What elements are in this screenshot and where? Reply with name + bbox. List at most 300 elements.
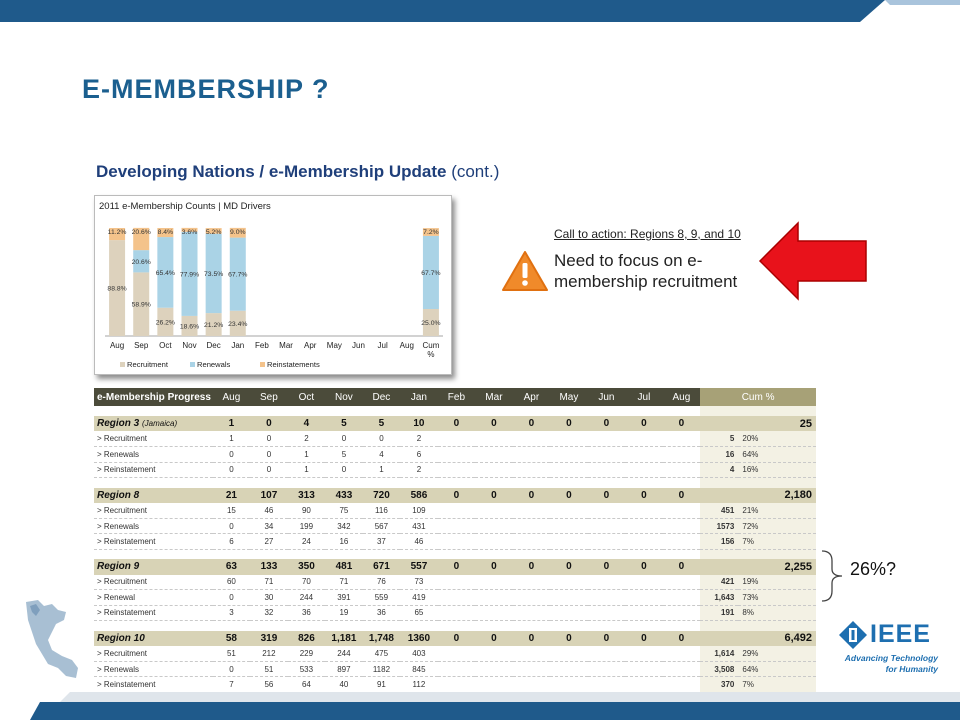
month-value <box>625 605 663 620</box>
legend-label: Recruitment <box>127 360 168 369</box>
data-label: 9.0% <box>230 228 246 236</box>
month-value <box>513 462 551 477</box>
row-label: > Reinstatement <box>94 534 213 549</box>
month-value <box>625 518 663 533</box>
x-tick-label: Cum <box>422 341 440 350</box>
month-value: 37 <box>363 534 401 549</box>
spacer-cell <box>663 478 701 488</box>
month-value: 403 <box>400 646 438 661</box>
x-tick-label: Feb <box>255 341 269 350</box>
spacer-cell <box>213 478 251 488</box>
row-cum-value: 191 <box>700 605 738 620</box>
table-row <box>94 646 816 661</box>
month-value: 0 <box>250 447 288 462</box>
month-header: Aug <box>663 388 701 406</box>
month-value <box>550 661 588 676</box>
row-label: > Recruitment <box>94 503 213 518</box>
month-value <box>475 590 513 605</box>
month-value: 0 <box>325 462 363 477</box>
spacer-cell <box>588 621 626 631</box>
row-cum-value: 1,643 <box>700 590 738 605</box>
month-value: 2 <box>400 462 438 477</box>
content-heading-text: Developing Nations / e-Membership Update <box>96 162 447 181</box>
month-value: 2 <box>288 431 326 446</box>
x-tick-label: Oct <box>159 341 172 350</box>
spacer-cell <box>475 406 513 416</box>
spacer-cell <box>325 549 363 559</box>
month-header: Jul <box>625 388 663 406</box>
month-value <box>550 605 588 620</box>
spacer-cell <box>738 621 816 631</box>
month-value: 0 <box>250 462 288 477</box>
x-tick-label: Jan <box>231 341 245 350</box>
row-cum-pct: 16% <box>738 462 816 477</box>
month-header: Oct <box>288 388 326 406</box>
x-tick-label: Nov <box>182 341 197 350</box>
month-value: 1182 <box>363 661 401 676</box>
spacer-cell <box>663 549 701 559</box>
month-header: Apr <box>513 388 551 406</box>
month-value <box>438 646 476 661</box>
region-month-value: 0 <box>663 488 701 503</box>
spacer-row <box>94 406 816 416</box>
spacer-cell <box>94 478 213 488</box>
region-month-value: 826 <box>288 631 326 646</box>
region-month-value: 0 <box>438 416 476 431</box>
month-value <box>550 447 588 462</box>
row-cum-value: 421 <box>700 575 738 590</box>
spacer-cell <box>94 549 213 559</box>
stacked-bar-chart <box>95 196 451 374</box>
month-value: 419 <box>400 590 438 605</box>
spacer-cell <box>438 406 476 416</box>
region-row <box>94 559 816 574</box>
month-value <box>588 431 626 446</box>
spacer-cell <box>625 406 663 416</box>
data-label: 23.4% <box>228 320 248 328</box>
region-month-value: 0 <box>550 416 588 431</box>
data-label: 21.2% <box>204 322 224 330</box>
row-cum-value: 1573 <box>700 518 738 533</box>
month-value: 76 <box>363 575 401 590</box>
month-value: 0 <box>213 447 251 462</box>
month-value <box>438 661 476 676</box>
x-tick-label: Mar <box>279 341 293 350</box>
data-label: 58.9% <box>131 301 151 309</box>
month-value: 40 <box>325 677 363 692</box>
month-value <box>663 447 701 462</box>
month-value <box>663 462 701 477</box>
month-value: 0 <box>213 518 251 533</box>
spacer-cell <box>363 478 401 488</box>
row-cum-pct: 19% <box>738 575 816 590</box>
data-label: 65.4% <box>155 269 175 277</box>
month-header: May <box>550 388 588 406</box>
row-label: > Renewals <box>94 447 213 462</box>
table-row <box>94 590 816 605</box>
region-month-value: 133 <box>250 559 288 574</box>
month-value: 71 <box>325 575 363 590</box>
month-value <box>475 646 513 661</box>
month-value: 116 <box>363 503 401 518</box>
spacer-cell <box>213 621 251 631</box>
region-month-value: 0 <box>475 416 513 431</box>
region-month-value: 0 <box>588 631 626 646</box>
month-header: Dec <box>363 388 401 406</box>
month-value: 75 <box>325 503 363 518</box>
region-month-value: 0 <box>513 488 551 503</box>
spacer-row <box>94 478 816 488</box>
month-value <box>438 431 476 446</box>
spacer-row <box>94 549 816 559</box>
row-label: > Recruitment <box>94 646 213 661</box>
legend-swatch <box>260 362 265 367</box>
region-month-value: 10 <box>400 416 438 431</box>
region-month-value: 0 <box>513 416 551 431</box>
month-value <box>513 575 551 590</box>
row-label: > Reinstatement <box>94 677 213 692</box>
table-row <box>94 605 816 620</box>
month-value: 19 <box>325 605 363 620</box>
region-row <box>94 631 816 646</box>
month-value: 4 <box>363 447 401 462</box>
month-value: 5 <box>325 447 363 462</box>
month-value: 0 <box>363 431 401 446</box>
row-label: > Reinstatement <box>94 462 213 477</box>
spacer-cell <box>438 478 476 488</box>
month-header: Jun <box>588 388 626 406</box>
month-header: Mar <box>475 388 513 406</box>
region-label: Region 10 <box>94 631 213 646</box>
spacer-cell <box>213 549 251 559</box>
month-value: 391 <box>325 590 363 605</box>
month-value <box>588 518 626 533</box>
spacer-cell <box>438 621 476 631</box>
spacer-cell <box>94 406 213 416</box>
month-value <box>475 503 513 518</box>
month-header: Sep <box>250 388 288 406</box>
month-value: 475 <box>363 646 401 661</box>
data-label: 18.6% <box>179 323 200 331</box>
region-label: Region 8 <box>94 488 213 503</box>
region-cum-blank <box>700 416 738 431</box>
x-tick-label: Jul <box>377 341 388 350</box>
month-value <box>625 646 663 661</box>
month-value <box>663 661 701 676</box>
month-value <box>513 503 551 518</box>
month-value: 244 <box>288 590 326 605</box>
table-row <box>94 431 816 446</box>
data-label: 25.0% <box>421 320 441 327</box>
region-month-value: 433 <box>325 488 363 503</box>
month-value <box>663 431 701 446</box>
table-row <box>94 534 816 549</box>
row-label: > Recruitment <box>94 575 213 590</box>
month-value: 0 <box>213 590 251 605</box>
region-month-value: 0 <box>513 559 551 574</box>
cum-header: Cum % <box>700 388 816 406</box>
data-label: 77.9% <box>179 271 200 279</box>
month-value: 70 <box>288 575 326 590</box>
region-month-value: 0 <box>438 488 476 503</box>
month-value: 1 <box>288 447 326 462</box>
data-label: 3.6% <box>181 228 198 236</box>
region-month-value: 5 <box>363 416 401 431</box>
month-value: 199 <box>288 518 326 533</box>
month-value: 897 <box>325 661 363 676</box>
month-value <box>513 605 551 620</box>
month-value: 845 <box>400 661 438 676</box>
legend-swatch <box>190 362 195 367</box>
month-value: 71 <box>250 575 288 590</box>
data-label: 73.5% <box>204 270 224 278</box>
month-header: Jan <box>400 388 438 406</box>
spacer-cell <box>550 549 588 559</box>
month-value <box>513 431 551 446</box>
spacer-cell <box>625 549 663 559</box>
region-month-value: 350 <box>288 559 326 574</box>
region-month-value: 0 <box>550 559 588 574</box>
month-value <box>625 431 663 446</box>
month-value: 32 <box>250 605 288 620</box>
month-value <box>625 590 663 605</box>
month-value <box>663 575 701 590</box>
table-row <box>94 462 816 477</box>
month-value <box>588 503 626 518</box>
month-value <box>550 646 588 661</box>
call-to-action <box>554 227 784 292</box>
month-value: 1 <box>288 462 326 477</box>
month-value <box>550 575 588 590</box>
chart-title: 2011 e-Membership Counts | MD Drivers <box>99 201 271 212</box>
row-cum-pct: 20% <box>738 431 816 446</box>
spacer-cell <box>550 621 588 631</box>
row-cum-pct: 72% <box>738 518 816 533</box>
legend-label: Reinstatements <box>267 360 320 369</box>
region-month-value: 0 <box>625 416 663 431</box>
call-to-action-body: Need to focus on e-membership recruitment <box>554 251 738 291</box>
month-header: Aug <box>213 388 251 406</box>
spacer-cell <box>250 621 288 631</box>
data-label: 67.7% <box>228 271 248 279</box>
month-value <box>625 575 663 590</box>
row-cum-pct: 7% <box>738 534 816 549</box>
row-cum-value: 5 <box>700 431 738 446</box>
table-row <box>94 503 816 518</box>
region-month-value: 5 <box>325 416 363 431</box>
month-value: 109 <box>400 503 438 518</box>
x-tick-label: Aug <box>399 341 414 350</box>
month-value: 7 <box>213 677 251 692</box>
month-value <box>625 534 663 549</box>
region-month-value: 107 <box>250 488 288 503</box>
row-cum-pct: 64% <box>738 661 816 676</box>
x-tick-label: Jun <box>352 341 365 350</box>
region-month-value: 0 <box>250 416 288 431</box>
month-value <box>438 605 476 620</box>
month-value: 342 <box>325 518 363 533</box>
row-label: > Recruitment <box>94 431 213 446</box>
spacer-cell <box>588 406 626 416</box>
slide-title: E-MEMBERSHIP ? <box>82 74 330 104</box>
spacer-cell <box>475 478 513 488</box>
ieee-tagline-line-1: Advancing Technology <box>844 653 938 663</box>
month-value: 90 <box>288 503 326 518</box>
row-cum-pct: 73% <box>738 590 816 605</box>
month-value: 0 <box>213 661 251 676</box>
left-arrow-icon <box>758 221 868 301</box>
spacer-cell <box>288 478 326 488</box>
region-row <box>94 416 816 431</box>
month-value <box>663 518 701 533</box>
month-value: 15 <box>213 503 251 518</box>
month-value <box>663 590 701 605</box>
month-value: 46 <box>250 503 288 518</box>
region-month-value: 0 <box>625 559 663 574</box>
table-row <box>94 518 816 533</box>
spacer-cell <box>700 406 738 416</box>
x-tick-label: Sep <box>134 341 149 350</box>
spacer-cell <box>400 621 438 631</box>
month-value <box>588 646 626 661</box>
spacer-cell <box>475 549 513 559</box>
spacer-cell <box>588 549 626 559</box>
region-month-value: 0 <box>438 631 476 646</box>
month-value: 91 <box>363 677 401 692</box>
table-row <box>94 661 816 676</box>
month-value: 56 <box>250 677 288 692</box>
month-value: 2 <box>400 431 438 446</box>
month-value: 229 <box>288 646 326 661</box>
ieee-tagline-line-2: for Humanity <box>885 664 938 674</box>
spacer-row <box>94 621 816 631</box>
month-value: 36 <box>288 605 326 620</box>
month-value <box>550 431 588 446</box>
x-tick-label: Aug <box>109 341 125 350</box>
month-value: 16 <box>325 534 363 549</box>
month-header: Nov <box>325 388 363 406</box>
month-value: 1 <box>363 462 401 477</box>
region-month-value: 557 <box>400 559 438 574</box>
spacer-cell <box>700 478 738 488</box>
month-value: 64 <box>288 677 326 692</box>
month-value <box>513 646 551 661</box>
spacer-cell <box>325 621 363 631</box>
month-value: 36 <box>363 605 401 620</box>
month-value <box>475 605 513 620</box>
month-value <box>438 447 476 462</box>
ieee-tagline <box>838 653 938 675</box>
spacer-cell <box>513 478 551 488</box>
spacer-cell <box>513 621 551 631</box>
region-month-value: 1,748 <box>363 631 401 646</box>
region-month-value: 0 <box>625 631 663 646</box>
spacer-cell <box>588 478 626 488</box>
data-label: 5.2% <box>205 229 222 237</box>
spacer-cell <box>288 549 326 559</box>
spacer-cell <box>738 406 816 416</box>
spacer-cell <box>550 406 588 416</box>
month-value <box>588 462 626 477</box>
month-value <box>663 605 701 620</box>
month-value: 1 <box>213 431 251 446</box>
region-month-value: 0 <box>475 559 513 574</box>
month-value <box>588 590 626 605</box>
call-to-action-heading: Call to action: Regions 8, 9, and 10 <box>554 227 741 241</box>
x-tick-label: Apr <box>303 341 317 350</box>
data-label: 20.6% <box>131 228 151 236</box>
region-label-note: (Jamaica) <box>142 419 178 429</box>
month-value <box>475 431 513 446</box>
month-value <box>438 503 476 518</box>
data-label: 88.8% <box>107 285 127 293</box>
month-value: 112 <box>400 677 438 692</box>
region-label: Region 9 <box>94 559 213 574</box>
spacer-cell <box>94 621 213 631</box>
region-month-value: 319 <box>250 631 288 646</box>
data-label: 11.2% <box>107 229 127 236</box>
spacer-cell <box>738 478 816 488</box>
month-value <box>550 503 588 518</box>
region-month-value: 58 <box>213 631 251 646</box>
region-month-value: 1360 <box>400 631 438 646</box>
region-month-value: 0 <box>475 488 513 503</box>
region-month-value: 0 <box>588 488 626 503</box>
month-value: 559 <box>363 590 401 605</box>
legend-swatch <box>120 362 125 367</box>
month-value: 0 <box>250 431 288 446</box>
spacer-cell <box>513 406 551 416</box>
month-value: 0 <box>213 462 251 477</box>
region-month-value: 481 <box>325 559 363 574</box>
month-value: 431 <box>400 518 438 533</box>
month-value <box>625 503 663 518</box>
spacer-cell <box>663 621 701 631</box>
row-cum-value: 4 <box>700 462 738 477</box>
row-cum-pct: 7% <box>738 677 816 692</box>
month-value <box>588 447 626 462</box>
warning-icon <box>501 250 549 292</box>
spacer-cell <box>213 406 251 416</box>
spacer-cell <box>325 406 363 416</box>
americas-map-graphic <box>22 598 82 680</box>
spacer-cell <box>475 621 513 631</box>
region-month-value: 586 <box>400 488 438 503</box>
month-value <box>625 462 663 477</box>
spacer-cell <box>625 621 663 631</box>
region-month-value: 0 <box>438 559 476 574</box>
region-month-value: 671 <box>363 559 401 574</box>
row-cum-value: 3,508 <box>700 661 738 676</box>
region-month-value: 0 <box>475 631 513 646</box>
top-band <box>0 0 960 28</box>
spacer-cell <box>250 549 288 559</box>
month-value: 27 <box>250 534 288 549</box>
month-value <box>513 534 551 549</box>
month-value <box>438 590 476 605</box>
x-tick-label: % <box>427 350 435 359</box>
spacer-cell <box>700 549 738 559</box>
spacer-cell <box>400 406 438 416</box>
x-tick-label: May <box>326 341 342 350</box>
region-cum-blank <box>700 488 738 503</box>
region-month-value: 1 <box>213 416 251 431</box>
row-cum-pct: 64% <box>738 447 816 462</box>
row-cum-value: 156 <box>700 534 738 549</box>
spacer-cell <box>288 621 326 631</box>
month-value <box>475 575 513 590</box>
row-cum-pct: 29% <box>738 646 816 661</box>
